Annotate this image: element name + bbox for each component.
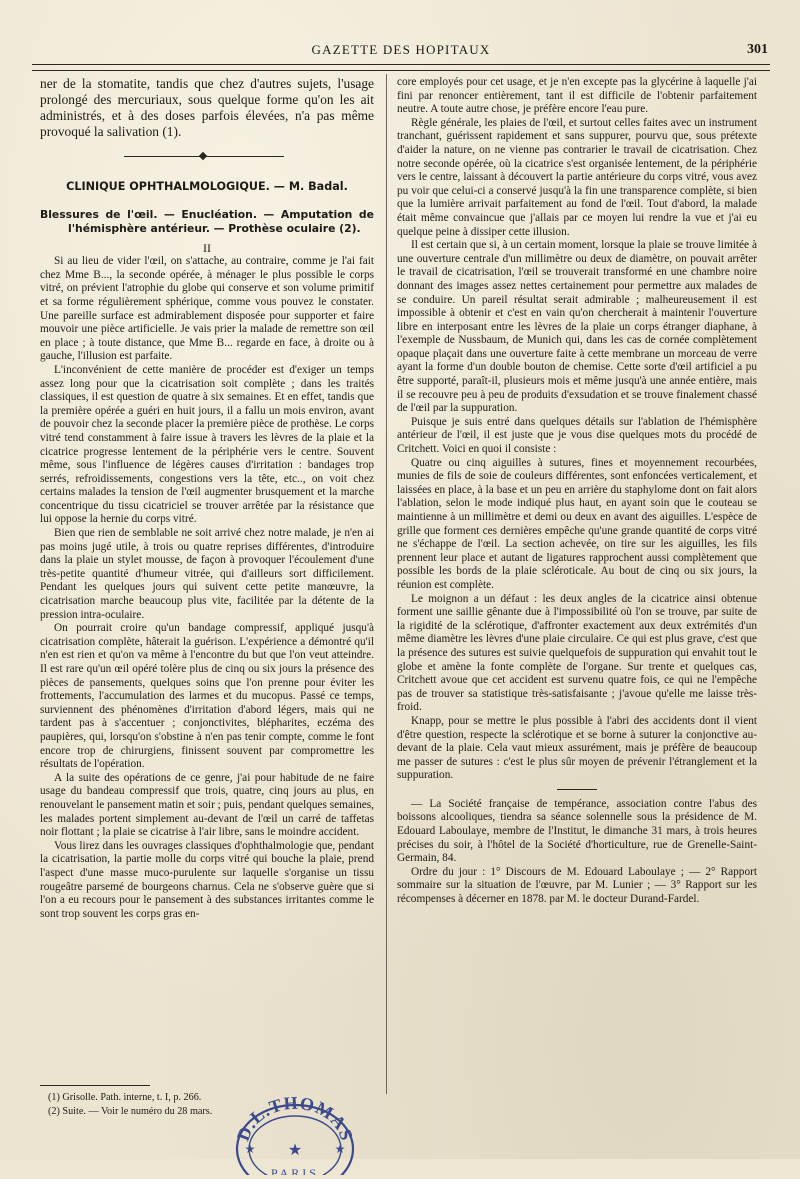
page-header bbox=[32, 38, 770, 62]
stamp-seal-icon bbox=[228, 1085, 362, 1175]
paragraph: core employés pour cet usage, et je n'en excepte pas la glycérine à laquelle j'ai fini par renoncer entièrement, tant il est difficile de l'obtenir parfaitement neutre. A toute autre chose, je préfère encore l'eau pure. bbox=[397, 76, 757, 116]
paragraph: Quatre ou cinq aiguilles à sutures, fines et moyennement recourbées, munies de fils de soie de couleurs différentes, sont enfoncées verticalement, et laissées en place, à la base et un peu en arrière du staphylome dont on fait alors l'ablation, selon le mode indiqué plus haut, en ayant soin que le couteau se maintienne à un millimètre et demi ou deux en avant des aiguilles. L'espèce de grille que forment ces dernières empêche qu'une grande quantité de corps vitré ne s'échappe de l'œil. La section achevée, on tire sur les aiguilles, les fils prennent leur place et autant de ligatures rapprochent aussi complètement que possible les bords de la plaie scléroticale. Au bout de cinq ou six jours, la réunion est complète. bbox=[397, 456, 757, 591]
paragraph: Puisque je suis entré dans quelques détails sur l'ablation de l'hémisphère antérieur de l'œil, il est juste que je vous dise quelques mots du procédé de Critchett. Voici en quoi il consiste : bbox=[397, 415, 757, 456]
part-number: II bbox=[203, 240, 211, 255]
article-subtitle: Blessures de l'œil. — Enucléation. — Amputation de l'hémisphère antérieur. — Prothèse oculaire (2). bbox=[40, 207, 374, 235]
right-column bbox=[397, 76, 757, 907]
footnote-rule bbox=[40, 1085, 150, 1086]
stamp-bottom-text: PARIS bbox=[271, 1166, 319, 1175]
svg-text:★: ★ bbox=[287, 1140, 303, 1159]
paragraph: L'inconvénient de cette manière de procéder est d'exiger un temps assez long pour que la cicatrisation soit complète ; dans les traités classiques, il est question de quatre à six semaines. Et en effet, tandis que la première opérée a guéri en huit jours, il a fallu un mois environ, avant de pouvoir chez la seconde placer la première pièce de prothèse. Le corps vitré tend constamment à faire issue à travers les lèvres de la plaie et la cicatrice progresse lentement de la périphérie vers le centre. Souvent même, sous l'influence de légères causes d'irritation : bandages trop serrés, refroidissements, congestions vers la tête, etc.., on voit chez certains malades la tension de l'œil augmenter brusquement et la marche concentrique du tissu cicatriciel se trouver arrêtée par la résistance que lui oppose la hernie du corps vitré. bbox=[40, 363, 374, 526]
footnote: (2) Suite. — Voir le numéro du 28 mars. bbox=[48, 1106, 213, 1117]
page-number: 301 bbox=[747, 42, 768, 57]
svg-text:★: ★ bbox=[334, 1142, 346, 1156]
paragraph: On pourrait croire qu'un bandage compressif, appliqué jusqu'à cicatrisation complète, hâterait la guérison. L'expérience a démontré qu'il n'en est rien et qu'on va même à l'encontre du but que l'on veut atteindre. Il est rare qu'un œil opéré tolère plus de cinq ou six jours la présence des pièces de pansements, quelques soins que l'on prenne pour éviter les frottements, l'accumulation des larmes et du mucopus. Passé ce temps, surviennent des phénomènes d'irritation d'abord légers, mais qui ne tardent pas à s'accentuer ; conjonctivites, blépharites, eczéma des paupières, qui, lorsqu'on s'obstine à n'en pas tenir compte, comme le font encore trop de chirurgiens, finissent souvent par compromettre les résultats de l'opération. bbox=[40, 622, 374, 771]
left-column bbox=[40, 76, 374, 921]
paragraph: Knapp, pour se mettre le plus possible à l'abri des accidents dont il vient d'être question, respecte la sclérotique et se borne à suturer la conjonctive au-devant de la plaie. Cela vaut mieux assurément, mais je préfère de beaucoup me passer de sutures : c'est le plus sûr moyen de prévenir l'étranglement et la suppuration. bbox=[397, 714, 757, 782]
paragraph: A la suite des opérations de ce genre, j'ai pour habitude de ne faire usage du bandeau compressif que trois, quatre, cinq jours au plus, en renouvelant le pansement matin et soir ; puis, pendant quelques semaines, les malades portent simplement au-devant de l'œil un carré de taffetas noir flottant ; la plaie se cicatrise à l'air libre, sans le moindre accident. bbox=[40, 771, 374, 839]
column-divider bbox=[386, 74, 387, 1094]
header-rule bbox=[32, 64, 770, 71]
paragraph: Règle générale, les plaies de l'œil, et surtout celles faites avec un instrument tranchant, guérissent rapidement et sans suppurer, pourvu que, sous prétexte d'aider la nature, on ne vienne pas contrarier le travail de cicatrisation. Chez notre seconde opérée, où la cicatrice s'est organisée lentement, de la périphérie vers le centre, laissant à découvert la partie antérieure du corps vitré, vous avez pu voir que celui-ci a conservé jusqu'à la fin une transparence complète, si bien que la lumière arrivait parfaitement au fond de l'œil. Tout d'abord, la malade était même convaincue que j'allais par ce moyen lui rendre la vue et j'ai eu quelque peine à dissiper cette illusion. bbox=[397, 116, 757, 238]
section-title: CLINIQUE OPHTHALMOLOGIQUE. — M. Badal. bbox=[66, 180, 348, 193]
svg-text:★: ★ bbox=[244, 1142, 256, 1156]
paragraph: Vous lirez dans les ouvrages classiques d'ophthalmologie que, pendant la cicatrisation, la partie molle du corps vitré qui bouche la plaie, prend l'aspect d'une masse muco-purulente sur laquelle s'organise un tissu rougeâtre parsemé de bourgeons charnus. Cela ne s'observe guère que si l'on a eu recours pour le pansement à des substances irritantes comme le sont trop souvent les corps gras en- bbox=[40, 839, 374, 920]
journal-title: GAZETTE DES HOPITAUX bbox=[311, 42, 491, 57]
library-stamp bbox=[228, 1085, 362, 1175]
paragraph: Bien que rien de semblable ne soit arrivé chez notre malade, je n'en ai pas moins jugé utile, à trois ou quatre reprises différentes, d'introduire dans la plaie un stylet mousse, de façon à provoquer l'écoulement d'une très-petite quantité d'humeur vitrée, qui d'ailleurs sort difficilement. Pendant les quelques jours qui suivent cette petite manœuvre, la cicatrisation marche beaucoup plus vite, facilitée par la détente de la pression intra-oculaire. bbox=[40, 527, 374, 621]
stamp-text: D.L.THOMAS bbox=[232, 1092, 358, 1144]
announcement-paragraph: — La Société française de tempérance, association contre l'abus des boissons alcooliques, tiendra sa séance solennelle sous la présidence de M. Edouard Laboulaye, membre de l'Institut, le dimanche 31 mars, à trois heures précises du soir, à l'hôtel de la Société d'horticulture, rue de Grenelle-Saint-Germain, 84. bbox=[397, 797, 757, 865]
agenda-paragraph: Ordre du jour : 1° Discours de M. Edouard Laboulaye ; — 2° Rapport sommaire sur la situation de l'œuvre, par M. Lunier ; — 3° Rapport sur les récompenses à décerner en 1878. par M. le docteur Durand-Fardel. bbox=[397, 865, 757, 906]
short-divider bbox=[557, 789, 597, 790]
footnote: (1) Grisolle. Path. interne, t. I, p. 266. bbox=[48, 1092, 202, 1103]
paragraph: Le moignon a un défaut : les deux angles de la cicatrice ainsi obtenue forment une saillie gênante due à l'impossibilité où l'on se trouve, par suite de la rigidité de la sclérotique, d'affronter exactement aux deux extrémités d'un même diamètre les lèvres d'une plaie circulaire. Ce qui est plus grave, c'est que la présence des sutures est suivie quelquefois de suppuration qui envahit tout le globe et amène la fonte complète de l'organe. Sur trente et quelques cas, Critchett avoue que cet accident est survenu quatre fois, ce qui ne l'empêche pas de trouver sa statistique très-satisfaisante ; j'avoue qu'elle me laisse très-froid. bbox=[397, 592, 757, 714]
paragraph: Il est certain que si, à un certain moment, lorsque la plaie se trouve limitée à une ouverture centrale d'un millimètre ou deux de diamètre, on pouvait arrêter le travail de cicatrisation, l'œil se trouverait transformé en une chambre noire donnant des images assez nettes certainement pour permettre aux malades de se conduire. Un pareil résultat serait admirable ; malheureusement il est impossible à obtenir et c'est en vain qu'on chercherait à maintenir l'ouverture libre en interposant entre les lèvres de la plaie un corps étranger diaphane, à l'exemple de Nussbaum, de Munich qui, dans les cas de cornée complètement opaque plaçait dans une ouverture faite à cette membrane un morceau de verre ayant la forme d'un double bouton de chemise. Cette sorte d'œil artificiel a pu être supporté, paraît-il, plusieurs mois et même jusqu'à une année entière, mais il se recouvre peu à peu de produits d'exsudation et se trouve finalement chassé de l'œil par la suppuration. bbox=[397, 239, 757, 415]
paragraph: Si au lieu de vider l'œil, on s'attache, au contraire, comme je l'ai fait chez Mme B..., la seconde opérée, à ménager le plus possible le corps vitré, on prévient l'atrophie du globe qui conserve et son volume primitif et sa forme régulièrement sphérique, comme vous pouvez le constater. Une pareille surface est admirablement disposée pour supporter et faire mouvoir une pièce artificielle. Je vais prier la malade de remettre son œil en place ; à toute distance, que Mme B... regarde en face, à droite ou à gauche, l'illusion est parfaite. bbox=[40, 255, 374, 363]
ornament-divider bbox=[40, 148, 374, 166]
lead-paragraph: ner de la stomatite, tandis que chez d'autres sujets, l'usage prolongé des mercuriaux, sous quelque forme qu'on les ait administrés, et à des doses parfois élevées, n'a pas même provoqué la salivation (1). bbox=[40, 76, 374, 139]
svg-text:D.L.THOMAS bbox=[233, 1093, 357, 1144]
